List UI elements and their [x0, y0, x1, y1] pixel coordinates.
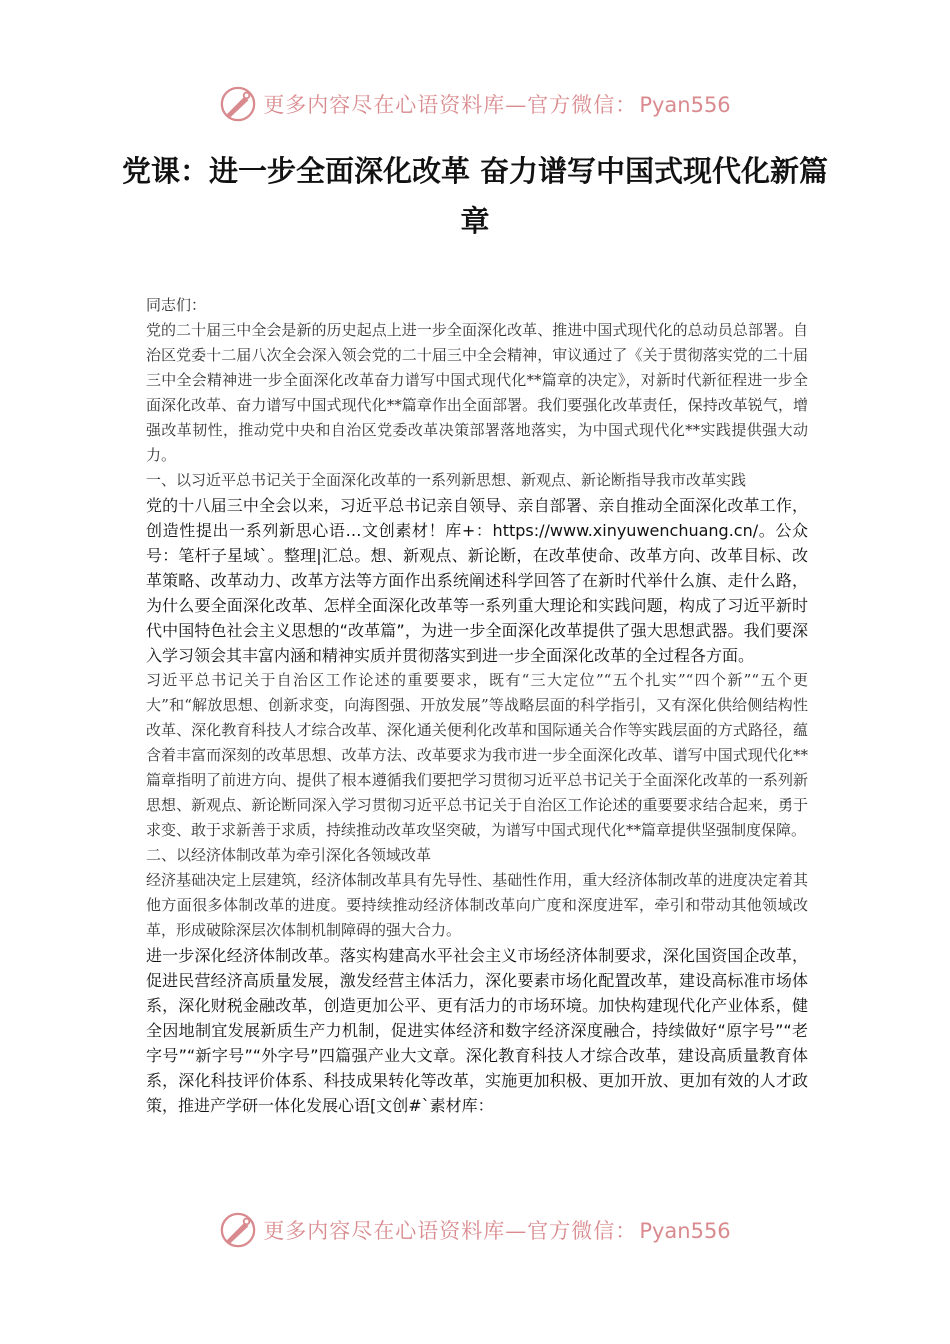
greeting: 同志们： [146, 296, 207, 314]
watermark-text: 更多内容尽在心语资料库—官方微信：Pyan556 [263, 93, 731, 117]
pen-nib-logo-icon [219, 1211, 257, 1249]
footer-watermark [0, 1208, 950, 1252]
watermark-text: 更多内容尽在心语资料库—官方微信：Pyan556 [263, 1219, 731, 1243]
section-heading-1: 一、以习近平总书记关于全面深化改革的一系列新思想、新观点、新论断指导我市改革实践 [146, 471, 747, 489]
document-body [146, 293, 808, 1118]
paragraph-economic-reform: 进一步深化经济体制改革。落实构建高水平社会主义市场经济体制要求，深化国资国企改革，促进民营经济高质量发展，激发经营主体活力，深化要素市场化配置改革，建设高标准市场体系，深化财税金融改革，创造更加公平、更有活力的市场环境。加快构建现代化产业体系，健全因地制宜发展新质生产力机制，促进实体经济和数字经济深度融合，持续做好“原字号”“老字号”“新字号”“外字号”四篇强产业大文章。深化教育科技人才综合改革，建设高质量教育体系，深化科技评价体系、科技成果转化等改革，实施更加积极、更加开放、更加有效的人才政策，推进产学研一体化发展心语[文创#`素材库： [146, 946, 808, 1115]
paragraph-economic-basis: 经济基础决定上层建筑，经济体制改革具有先导性、基础性作用，重大经济体制改革的进度决定着其他方面很多体制改革的进度。要持续推动经济体制改革向广度和深度进军，牵引和带动其他领域改革，形成破除深层次体制机制障碍的强大合力。 [146, 871, 808, 939]
paragraph-intro: 党的二十届三中全会是新的历史起点上进一步全面深化改革、推进中国式现代化的总动员总部署。自治区党委十二届八次全会深入领会党的二十届三中全会精神，审议通过了《关于贯彻落实党的二十届三中全会精神进一步全面深化改革奋力谱写中国式现代化**篇章的决定》，对新时代新征程进一步全面深化改革、奋力谱写中国式现代化**篇章作出全面部署。我们要强化改革责任，保持改革锐气，增强改革韧性，推动党中央和自治区党委改革决策部署落地落实，为中国式现代化**实践提供强大动力。 [146, 321, 808, 464]
header-watermark [0, 82, 950, 126]
page-title: 党课：进一步全面深化改革 奋力谱写中国式现代化新篇章 [121, 154, 829, 238]
paragraph-region-requirements: 习近平总书记关于自治区工作论述的重要要求，既有“三大定位”“五个扎实”“四个新”“五个更大”和“解放思想、创新求变，向海图强、开放发展”等战略层面的科学指引，又有深化供给侧结构性改革、深化教育科技人才综合改革、深化通关便利化改革和国际通关合作等实践层面的方式路径，蕴含着丰富而深刻的改革思想、改革方法、改革要求为我市进一步全面深化改革、谱写中国式现代化**篇章指明了前进方向、提供了根本遵循我们要把学习贯彻习近平总书记关于全面深化改革的一系列新思想、新观点、新论断同深入学习贯彻习近平总书记关于自治区工作论述的重要要求结合起来，勇于求变、敢于求新善于求质，持续推动改革攻坚突破，为谱写中国式现代化**篇章提供坚强制度保障。 [146, 671, 808, 839]
pen-nib-logo-icon [219, 85, 257, 123]
paragraph-reform-thought: 党的十八届三中全会以来，习近平总书记亲自领导、亲自部署、亲自推动全面深化改革工作，创造性提出一系列新思心语…文创素材！库+：https://www.xinyuwenchuang.cn/。公众号：笔杆子星域`。整理|汇总。想、新观点、新论断，在改革使命、改革方向、改革目标、改革策略、改革动力、改革方法等方面作出系统阐述科学回答了在新时代举什么旗、走什么路，为什么要全面深化改革、怎样全面深化改革等一系列重大理论和实践问题，构成了习近平新时代中国特色社会主义思想的“改革篇”，为进一步全面深化改革提供了强大思想武器。我们要深入学习领会其丰富内涵和精神实质并贯彻落实到进一步全面深化改革的全过程各方面。 [146, 496, 808, 665]
section-heading-2: 二、以经济体制改革为牵引深化各领域改革 [146, 846, 432, 864]
